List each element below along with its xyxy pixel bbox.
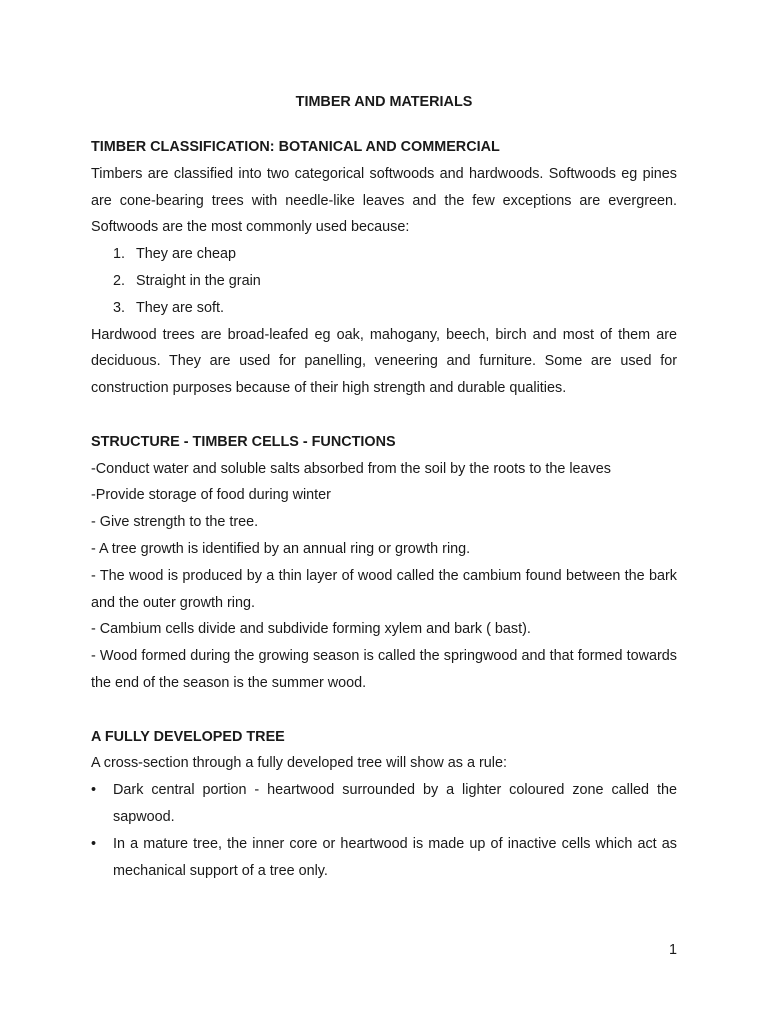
structure-line: - A tree growth is identified by an annual ring or growth ring. [91,540,471,557]
paragraph-intro: A cross-section through a fully developed tree will show as a rule: [91,755,507,772]
list-item-text: Dark central portion - heartwood surrounded by a lighter coloured zone called the sapwood. [113,782,677,825]
bullet-list [91,777,677,884]
page-number: 1 [668,942,677,958]
numbered-list [91,241,677,321]
bullet-icon: • [91,782,97,799]
list-number: 1. [113,246,126,263]
structure-line: - The wood is produced by a thin layer of wood called the cambium found between the bark and the outer growth ring. [91,567,677,611]
section-timber-structure [91,429,677,697]
list-item-text: They are cheap [136,246,236,263]
paragraph-hardwood: Hardwood trees are broad-leafed eg oak, mahogany, beech, birch and most of them are deciduous. They are used for panelling, veneering and furniture. Some are used for construction purposes because of their high strength and durable qualities. [91,326,677,397]
structure-line: -Provide storage of food during winter [91,487,331,504]
structure-line: - Cambium cells divide and subdivide forming xylem and bark ( bast). [91,621,531,638]
list-item-text: Straight in the grain [136,272,261,289]
spacer [91,402,677,429]
paragraph-intro: Timbers are classified into two categorical softwoods and hardwoods. Softwoods eg pines are cone-bearing trees with needle-like leaves and the few exceptions are evergreen. Softwoods are the most commonly used because: [91,165,677,236]
list-item [91,241,677,268]
section-heading: STRUCTURE - TIMBER CELLS - FUNCTIONS [91,433,396,450]
spacer [91,114,677,134]
spacer [91,697,677,724]
document-title: TIMBER AND MATERIALS [295,94,473,110]
list-item-text: In a mature tree, the inner core or heartwood is made up of inactive cells which act as mechanical support of a tree only. [113,835,677,879]
list-item-text: They are soft. [136,299,224,316]
list-item [91,831,677,885]
bullet-icon: • [91,835,97,852]
section-timber-classification [91,134,677,402]
list-item [91,268,677,295]
section-heading: TIMBER CLASSIFICATION: BOTANICAL AND COMMERCIAL [91,139,500,155]
document-page [91,90,677,884]
structure-line: - Give strength to the tree. [91,514,259,531]
section-developed-tree [91,724,677,885]
list-item [91,295,677,322]
structure-line: - Wood formed during the growing season is called the springwood and that formed towards the end of the season is the summer wood. [91,648,677,691]
list-number: 3. [113,299,126,316]
list-number: 2. [113,272,126,289]
section-heading: A FULLY DEVELOPED TREE [91,728,285,745]
list-item [91,777,677,831]
structure-line: -Conduct water and soluble salts absorbed from the soil by the roots to the leaves [91,460,611,477]
